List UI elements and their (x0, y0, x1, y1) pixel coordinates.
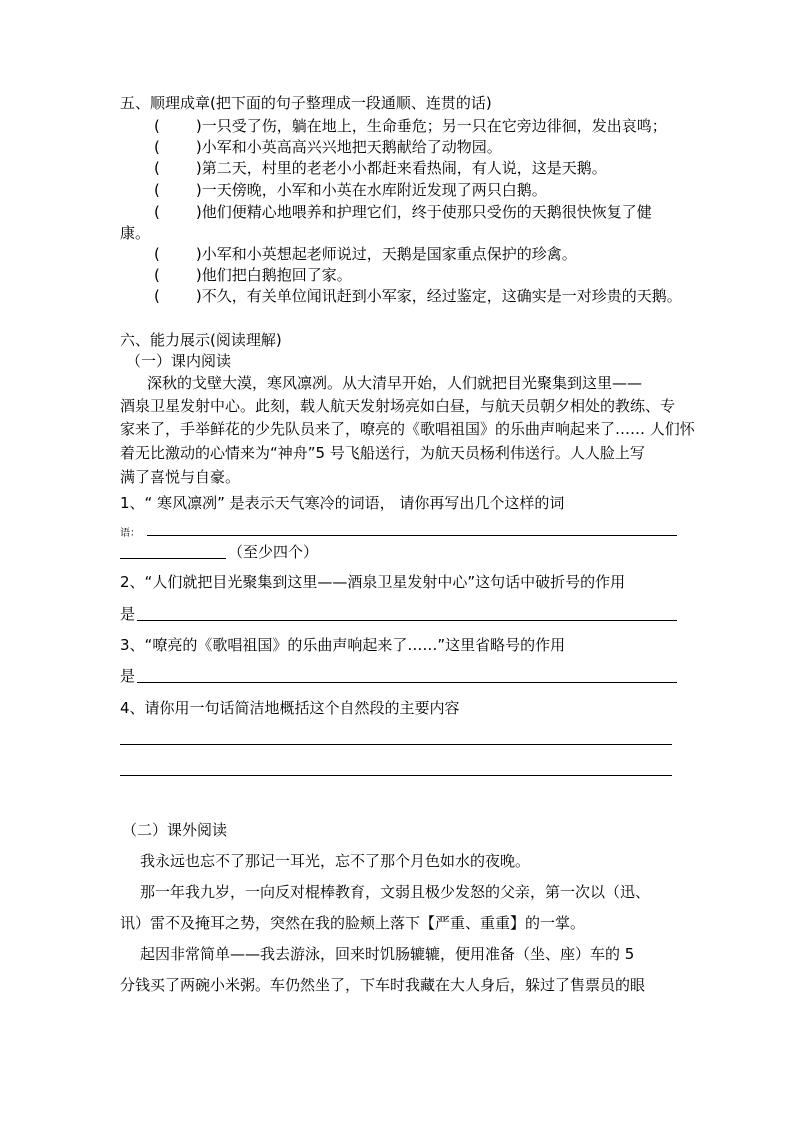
list-item: ( )他们把白鹅抱回了家。 (154, 266, 352, 284)
question-2-tail: 是 (120, 605, 136, 623)
question-1: 1、“ 寒风凛冽” 是表示天气寒冷的词语， 请你再写出几个这样的词 (120, 494, 565, 512)
passage-line: 那一年我九岁，一向反对棍棒教育，文弱且极少发怒的父亲，第一次以（迅、 (140, 883, 651, 901)
list-item: ( )他们便精心地喂养和护理它们，终于使那只受伤的天鹅很快恢复了健 (154, 203, 652, 221)
section5-title: 五、顺理成章(把下面的句子整理成一段通顺、连贯的话) (120, 94, 492, 112)
list-item: ( )一只受了伤，躺在地上，生命垂危；另一只在它旁边徘徊，发出哀鸣； (154, 117, 667, 135)
list-item: ( )小军和小英高高兴兴地把天鹅献给了动物园。 (154, 138, 502, 156)
answer-line[interactable] (137, 682, 677, 683)
list-item: ( )一天傍晚，小军和小英在水库附近发现了两只白鹅。 (154, 181, 547, 199)
question-3-tail: 是 (120, 667, 136, 685)
question-3: 3、“嘹亮的《歌唱祖国》的乐曲声响起来了……”这里省略号的作用 (120, 636, 566, 654)
question-1-tail: 语： (120, 528, 140, 539)
answer-line[interactable] (120, 744, 672, 745)
passage-line: 讯）雷不及掩耳之势，突然在我的脸颊上落下【严重、重重】的一掌。 (120, 914, 586, 932)
list-item: ( )第二天，村里的老老小小都赶来看热闹，有人说，这是天鹅。 (154, 159, 607, 177)
passage-line: 我永远也忘不了那记一耳光，忘不了那个月色如水的夜晚。 (140, 852, 531, 870)
passage-line: 家来了，手举鲜花的少先队员来了，嘹亮的《歌唱祖国》的乐曲声响起来了…… 人们怀 (120, 420, 695, 438)
list-item: ( )小军和小英想起老师说过，天鹅是国家重点保护的珍禽。 (154, 245, 577, 263)
passage-line: 深秋的戈壁大漠，寒风凛冽。从大清早开始，人们就把目光聚集到这里—— (147, 374, 643, 392)
passage-line: 着无比激动的心情来为“神舟”5 号飞船送行，为航天员杨利伟送行。人人脸上写 (120, 444, 645, 462)
part2-heading: （二）课外阅读 (122, 821, 228, 839)
list-item-continuation: 康。 (120, 224, 151, 242)
section6-title: 六、能力展示(阅读理解) (120, 331, 282, 349)
passage-line: 酒泉卫星发射中心。此刻，载人航天发射场亮如白昼，与航天员朝夕相处的教练、专 (120, 397, 676, 415)
question-1-note: （至少四个） (228, 543, 319, 561)
answer-line[interactable] (120, 558, 226, 559)
answer-line[interactable] (137, 620, 677, 621)
part1-heading: （一）课内阅读 (126, 352, 232, 370)
passage-line: 分钱买了两碗小米粥。车仍然坐了，下车时我藏在大人身后，躲过了售票员的眼 (120, 976, 646, 994)
question-4: 4、请你用一句话简洁地概括这个自然段的主要内容 (120, 699, 460, 717)
passage-line: 起因非常简单——我去游泳，回来时饥肠辘辘，便用准备（坐、座）车的 5 (140, 945, 635, 963)
answer-line[interactable] (147, 535, 677, 536)
passage-line: 满了喜悦与自豪。 (120, 468, 241, 486)
answer-line[interactable] (120, 775, 672, 776)
list-item: ( )不久，有关单位闻讯赶到小军家，经过鉴定，这确实是一对珍贵的天鹅。 (154, 287, 682, 305)
question-2: 2、“人们就把目光聚集到这里——酒泉卫星发射中心”这句话中破折号的作用 (120, 573, 626, 591)
